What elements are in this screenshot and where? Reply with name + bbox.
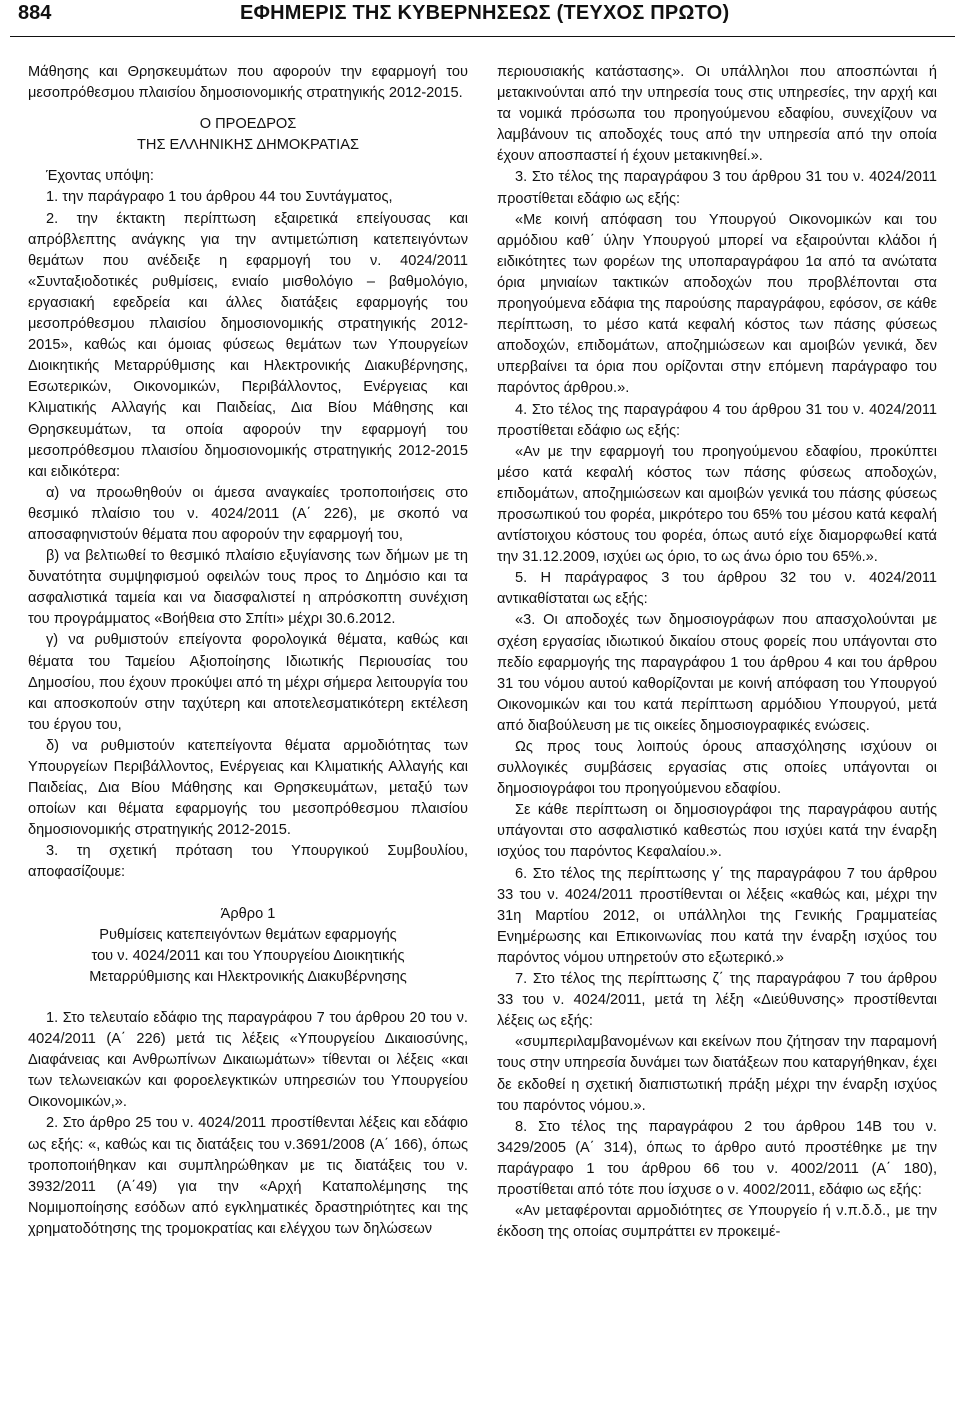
page-header	[0, 0, 960, 36]
right-paragraph-8: Ως προς τους λοιπούς όρους απασχόλησης ισχύουν οι συλλογικές συμβάσεις εργασίας στις οποίες υπάγονται οι δημοσιογράφοι του προηγούμενου εδαφίου.	[497, 739, 937, 798]
regard-item-b: β) να βελτιωθεί το θεσμικό πλαίσιο εξυγίανσης των δήμων με τη δυνατότητα συμψηφισμού οφειλών τους προς το Δημόσιο και τα ασφαλιστικά ταμεία και να διασφαλιστεί η απρόσκοπτη συνέχιση του προγράμματος «Βοήθεια στο Σπίτι» μέχρι 30.6.2012.	[28, 548, 468, 628]
right-paragraph-13: 8. Στο τέλος της παραγράφου 2 του άρθρου 14Β του ν. 3429/2005 (Α΄ 314), όπως το άρθρο αυτό προστέθηκε με την παράγραφο 1 του άρθρου 66 του ν. 4002/2011 (Α΄ 180), προστίθεται από τότε που ίσχυσε ο ν. 4002/2011, εδάφιο ως εξής:	[497, 1118, 937, 1198]
regard-item-1: 1. την παράγραφο 1 του άρθρου 44 του Συντάγματος,	[46, 189, 393, 206]
republic-heading: ΤΗΣ ΕΛΛΗΝΙΚΗΣ ΔΗΜΟΚΡΑΤΙΑΣ	[137, 137, 359, 154]
regard-item-3: 3. τη σχετική πρόταση του Υπουργικού Συμβουλίου, αποφασίζουμε:	[28, 843, 468, 881]
right-paragraph-3: «Με κοινή απόφαση του Υπουργού Οικονομικών και του αρμόδιου καθ΄ ύλην Υπουργού μπορεί να εξαιρούνται κλάδοι ή ειδικότητες των φορέων της υποπαραγράφου 1α από τα ανώτατα όρια μηνιαίων τακτικών αποδοχών που προβλέπονται στα προηγούμενα εδάφια της παρούσης παραγράφου, εφόσον, σε κάθε περίπτωση, το μέσο κατά κεφαλή κόστος των πάσης φύσεως αποδοχών, επιδομάτων, αποζημιώσεων και αμοιβών γενικά, δεν υπερβαίνει τα όρια που ορίζονται στην επόμενη παράγραφο του παρόντος άρθρου.».	[497, 211, 937, 397]
article-paragraph-2: 2. Στο άρθρο 25 του ν. 4024/2011 προστίθενται λέξεις και εδάφιο ως εξής: «, καθώς και τις διατάξεις του ν.3691/2008 (Α΄ 166), όπως τροποποιήθηκαν και συμπληρώθηκαν με τις διατάξεις του ν. 3932/2011 (Α΄49) για την «Αρχή Καταπολέμησης της Νομιμοποίησης εσόδων από εγκληματικές δραστηριότητες και της χρηματοδότησης της τρομοκρατίας και ελέγχου των δηλώσεων	[28, 1115, 468, 1237]
page-number: 884	[18, 2, 52, 24]
right-paragraph-5: «Αν με την εφαρμογή του προηγούμενου εδαφίου, προκύπτει μέσο κατά κεφαλή κόστος των πάσης φύσεως αποδοχών, επιδομάτων, αποζημιώσεων και αμοιβών γενικά του πάσης φύσεως προσωπικού του φορέα, μικρότερο του 65% του μέσου κατά κεφαλή αντίστοιχου κόστους του φορέα, όπως αυτό είχε διαμορφωθεί κατά την 31.12.2009, ισχύει ως όριο, το ως άνω όριο του 65%.».	[497, 443, 937, 566]
right-paragraph-9: Σε κάθε περίπτωση οι δημοσιογράφοι της παραγράφου αυτής υπάγονται στο ασφαλιστικό καθεστώς που ισχύει κατά την έναρξη ισχύος του παρόντος Κεφαλαίου.».	[497, 802, 937, 861]
right-column	[497, 62, 937, 1243]
regard-item-d: δ) να ρυθμιστούν κατεπείγοντα θέματα αρμοδιότητας των Υπουργείων Περιβάλλοντος, Ενέργειας και Κλιματικής Αλλαγής και Παιδείας, Δια Βίου Μάθησης και Θρησκευμάτων, μεταξύ των οποίων και θέματα εφαρμογής του μεσοπρόθεσμου πλαισίου δημοσιονομικής στρατηγικής 2012-2015.	[28, 737, 468, 839]
gazette-title: ΕΦΗΜΕΡΙΣ ΤΗΣ ΚΥΒΕΡΝΗΣΕΩΣ (ΤΕΥΧΟΣ ΠΡΩΤΟ)	[240, 2, 730, 24]
right-paragraph-6: 5. Η παράγραφος 3 του άρθρου 32 του ν. 4024/2011 αντικαθίσταται ως εξής:	[497, 570, 937, 608]
having-regard: Έχοντας υπόψη:	[46, 168, 154, 185]
article-title-line-2: του ν. 4024/2011 και του Υπουργείου Διοικητικής	[91, 947, 405, 964]
article-title-line-3: Μεταρρύθμισης και Ηλεκτρονικής Διακυβέρνησης	[89, 968, 407, 985]
article-heading: Άρθρο 1	[220, 905, 276, 922]
president-heading: Ο ΠΡΟΕΔΡΟΣ	[199, 116, 297, 133]
right-paragraph-11: 7. Στο τέλος της περίπτωσης ζ΄ της παραγράφου 7 του άρθρου 33 του ν. 4024/2011, μετά τη λέξη «Διεύθυνσης» προστίθενται λέξεις ως εξής:	[497, 971, 937, 1030]
right-paragraph-4: 4. Στο τέλος της παραγράφου 4 του άρθρου 31 του ν. 4024/2011 προστίθεται εδάφιο ως εξής:	[497, 401, 937, 439]
intro-paragraph: Μάθησης και Θρησκευμάτων που αφορούν την εφαρμογή του μεσοπρόθεσμου πλαισίου δημοσιονομικής στρατηγικής 2012-2015.	[28, 64, 468, 102]
regard-item-2: 2. την έκτακτη περίπτωση εξαιρετικά επείγουσας και απρόβλεπτης ανάγκης για την αντιμετώπιση κατεπειγόντων θεμάτων που ανέδειξε η εφαρμογή του ν. 4024/2011 «Συνταξιοδοτικές ρυθμίσεις, ενιαίο μισθολόγιο – βαθμολόγιο, εργασιακή εφεδρεία και άλλες διατάξεις εφαρμογής του μεσοπρόθεσμου πλαισίου δημοσιονομικής στρατηγικής 2012-2015», καθώς και όμοιας φύσεως θεμάτων των Υπουργείων Διοικητικής Μεταρρύθμισης και Ηλεκτρονικής Διακυβέρνησης, Εσωτερικών, Οικονομικών, Περιβάλλοντος, Ενέργειας και Κλιματικής Αλλαγής και Παιδείας, Δια Βίου Μάθησης και Θρησκευμάτων, τα οποία αφορούν την εφαρμογή του μεσοπρόθεσμου πλαισίου δημοσιονομικής στρατηγικής 2012-2015 και ειδικότερα:	[28, 210, 468, 480]
right-paragraph-12: «συμπεριλαμβανομένων και εκείνων που ζήτησαν την παραμονή τους στην υπηρεσία δυνάμει των διατάξεων που καταργήθηκαν, έχει δε εκδοθεί η σχετική διαπιστωτική πράξη μέχρι την έναρξη ισχύος του παρόντος νόμου.».	[497, 1034, 937, 1114]
header-rule	[10, 36, 955, 37]
article-title-line-1: Ρυθμίσεις κατεπειγόντων θεμάτων εφαρμογής	[99, 926, 397, 943]
right-paragraph-1: περιουσιακής κατάστασης». Οι υπάλληλοι που αποσπώνται ή μετακινούνται από την υπηρεσία τους στις υπηρεσίες, την αρχή και τα νομικά πρόσωπα του προηγούμενου εδαφίου, συνεχίζουν να λαμβάνουν τις αποδοχές τους από την υπηρεσία από την οποία έχουν αποσπαστεί ή έχουν μετακινηθεί.».	[497, 64, 937, 165]
regard-item-c: γ) να ρυθμιστούν επείγοντα φορολογικά θέματα, καθώς και θέματα του Ταμείου Αξιοποίησης Ιδιωτικής Περιουσίας του Δημοσίου, που έχουν προκύψει από τη μέχρι σήμερα λειτουργία του και αποσκοπούν στην ταχύτερη και αποτελεσματικότερη εκτέλεση του έργου του,	[28, 632, 468, 733]
right-paragraph-14: «Αν μεταφέρονται αρμοδιότητες σε Υπουργείο ή ν.π.δ.δ., με την έκδοση της οποίας συμπράττει εν προκειμέ-	[497, 1203, 937, 1241]
right-paragraph-10: 6. Στο τέλος της περίπτωσης γ΄ της παραγράφου 7 του άρθρου 33 του ν. 4024/2011 προστίθενται οι λέξεις «καθώς και, μέχρι την 31η Μαρτίου 2012, οι υπάλληλοι της Γενικής Γραμματείας Ενημέρωσης και Επικοινωνίας που κατά την έναρξη ισχύος του παρόντος νόμου υπηρετούν στο εξωτερικό.»	[497, 865, 937, 966]
article-paragraph-1: 1. Στο τελευταίο εδάφιο της παραγράφου 7 του άρθρου 20 του ν. 4024/2011 (Α΄ 226) μετά τις λέξεις «Υπουργείου Δικαιοσύνης, Διαφάνειας και Ανθρωπίνων Δικαιωμάτων» τίθενται οι λέξεις «και των τελωνειακών και φοροελεγκτικών υπηρεσιών του Υπουργείου Οικονομικών,».	[28, 1009, 468, 1111]
right-paragraph-7: «3. Οι αποδοχές των δημοσιογράφων που απασχολούνται με σχέση εργασίας ιδιωτικού δικαίου στους φορείς που υπάγονται στο πεδίο εφαρμογής της παραγράφου 1 του άρθρου 4 και του άρθρου 31 του νόμου αυτού καθορίζονται με κοινή απόφαση του Υπουργού Οικονομικών και του κατά περίπτωση αρμόδιου Υπουργού, μετά από διαβούλευση με τις οικείες δημοσιογραφικές ενώσεις.	[497, 612, 937, 734]
regard-item-a: α) να προωθηθούν οι άμεσα αναγκαίες τροποποιήσεις στο θεσμικό πλαίσιο του ν. 4024/2011 (Α΄ 226), με σκοπό να αποσαφηνιστούν θέματα που αφορούν την εφαρμογή του,	[28, 484, 468, 543]
right-paragraph-2: 3. Στο τέλος της παραγράφου 3 του άρθρου 31 του ν. 4024/2011 προστίθεται εδάφιο ως εξής:	[497, 169, 937, 207]
left-column	[28, 62, 468, 1240]
